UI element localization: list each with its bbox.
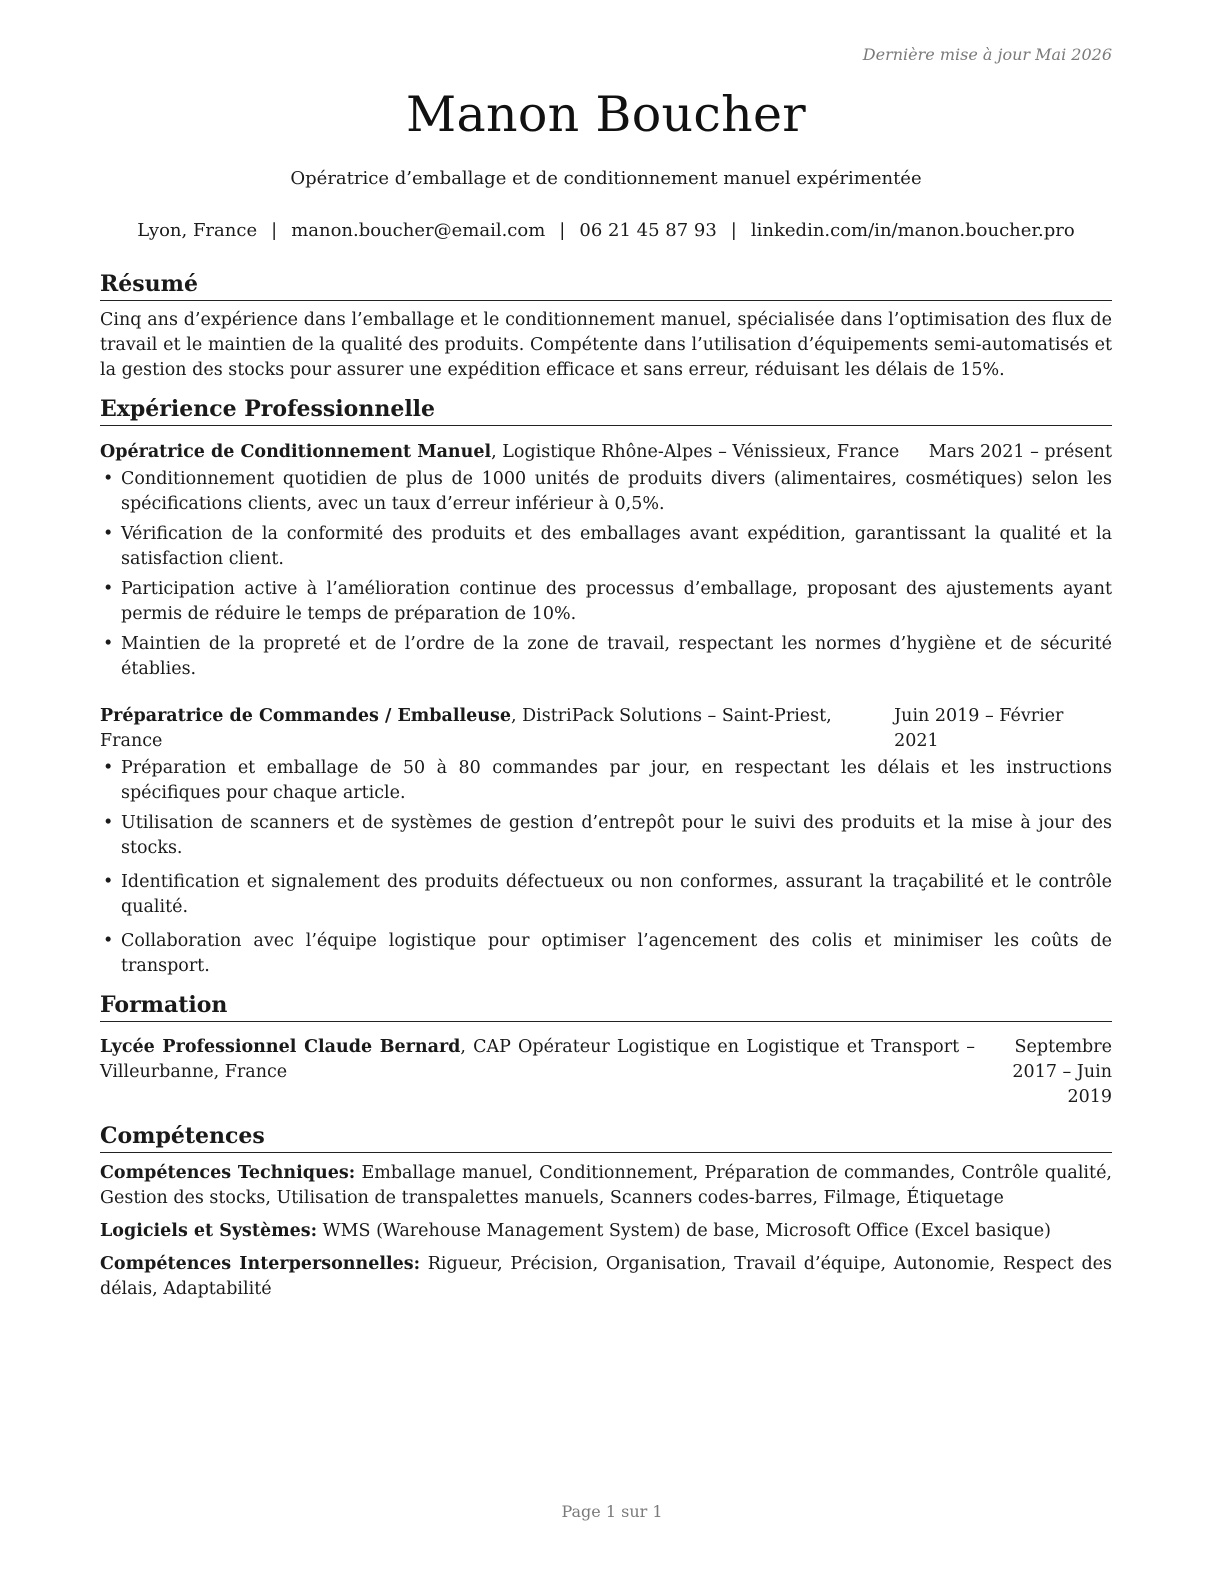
last-update: Dernière mise à jour Mai 2026 (862, 45, 1112, 64)
job-company: , Logistique Rhône-Alpes – Vénissieux, France (491, 442, 900, 462)
contact-separator: | (271, 220, 278, 241)
contact-separator: | (559, 220, 566, 241)
skill-group (100, 1219, 1112, 1244)
skill-label: Logiciels et Systèmes: (100, 1221, 318, 1241)
job-bullet: • Conditionnement quotidien de plus de 1000 unités de produits divers (alimentaires, cosmétiques) selon les spécifications clients, avec un taux d’erreur inférieur à 0,5%. (100, 467, 1112, 517)
section-title-summary: Résumé (100, 270, 1112, 301)
job-header (100, 704, 1112, 754)
candidate-name: Manon Boucher (406, 86, 806, 143)
summary-text: Cinq ans d’expérience dans l’emballage et le conditionnement manuel, spécialisée dans l’optimisation des flux de travail et le maintien de la qualité des produits. Compétente dans l’utilisation d’équipements semi-automatisés et la gestion des stocks pour assurer une expédition efficace et sans erreur, réduisant les délais de 15%. (100, 310, 1112, 380)
job-role: Préparatrice de Commandes / Emballeuse (100, 706, 512, 726)
job-company: , DistriPack Solutions – Saint-Priest, France (100, 706, 832, 751)
section-title-skills: Compétences (100, 1122, 1112, 1153)
contact-linkedin[interactable]: linkedin.com/in/manon.boucher.pro (750, 220, 1075, 241)
contact-phone: 06 21 45 87 93 (579, 220, 717, 241)
job-bullet: • Identification et signalement des produits défectueux ou non conformes, assurant la traçabilité et le contrôle qualité. (100, 870, 1112, 920)
job-entry (100, 440, 1112, 682)
candidate-subtitle: Opératrice d’emballage et de conditionnement manuel expérimentée (290, 168, 922, 189)
job-bullets (100, 756, 1112, 979)
job-bullet: • Préparation et emballage de 50 à 80 commandes par jour, en respectant les délais et les instructions spécifiques pour chaque article. (100, 756, 1112, 806)
skill-text: Rigueur, Précision, Organisation, Travail d’équipe, Autonomie, Respect des délais, Adaptabilité (100, 1254, 1112, 1299)
resume-content (100, 270, 1112, 1302)
job-dates: Mars 2021 – présent (928, 442, 1112, 462)
job-bullet: • Collaboration avec l’équipe logistique pour optimiser l’agencement des colis et minimiser les coûts de transport. (100, 929, 1112, 979)
education-entry (100, 1035, 1112, 1110)
job-entry (100, 704, 1112, 979)
skill-group (100, 1252, 1112, 1302)
contact-line (100, 220, 1112, 241)
section-title-education: Formation (100, 991, 1112, 1022)
job-bullet: • Participation active à l’amélioration continue des processus d’emballage, proposant des ajustements ayant permis de réduire le temps de préparation de 10%. (100, 577, 1112, 627)
job-bullet: • Maintien de la propreté et de l’ordre de la zone de travail, respectant les normes d’hygiène et de sécurité établies. (100, 632, 1112, 682)
job-header (100, 440, 1112, 465)
education-section (100, 991, 1112, 1110)
job-bullet: • Vérification de la conformité des produits et des emballages avant expédition, garantissant la qualité et la satisfaction client. (100, 522, 1112, 572)
education-dates: Septembre 2017 – Juin 2019 (1012, 1037, 1112, 1107)
job-dates: Juin 2019 – Février 2021 (894, 706, 1064, 751)
job-role: Opératrice de Conditionnement Manuel (100, 442, 492, 462)
contact-separator: | (730, 220, 737, 241)
job-bullet: • Utilisation de scanners et de systèmes de gestion d’entrepôt pour le suivi des produits et la mise à jour des stocks. (100, 811, 1112, 861)
education-school-line (100, 1035, 975, 1110)
page-number: Page 1 sur 1 (561, 1502, 663, 1521)
skill-text: WMS (Warehouse Management System) de base, Microsoft Office (Excel basique) (317, 1221, 1051, 1241)
contact-location: Lyon, France (137, 220, 258, 241)
education-detail: , CAP Opérateur Logistique en Logistique et Transport – Villeurbanne, France (100, 1037, 975, 1082)
skill-label: Compétences Interpersonnelles: (100, 1254, 421, 1274)
education-school: Lycée Professionnel Claude Bernard (100, 1037, 461, 1057)
section-title-experience: Expérience Professionnelle (100, 395, 1112, 426)
contact-email[interactable]: manon.boucher@email.com (291, 220, 546, 241)
skill-group (100, 1161, 1112, 1211)
skill-text: Emballage manuel, Conditionnement, Préparation de commandes, Contrôle qualité, Gestion des stocks, Utilisation de transpalettes manuels, Scanners codes-barres, Filmage, Étiquetage (100, 1163, 1112, 1208)
experience-section (100, 395, 1112, 979)
skills-section (100, 1122, 1112, 1302)
job-bullets (100, 467, 1112, 682)
skill-label: Compétences Techniques: (100, 1163, 356, 1183)
summary-section (100, 270, 1112, 383)
